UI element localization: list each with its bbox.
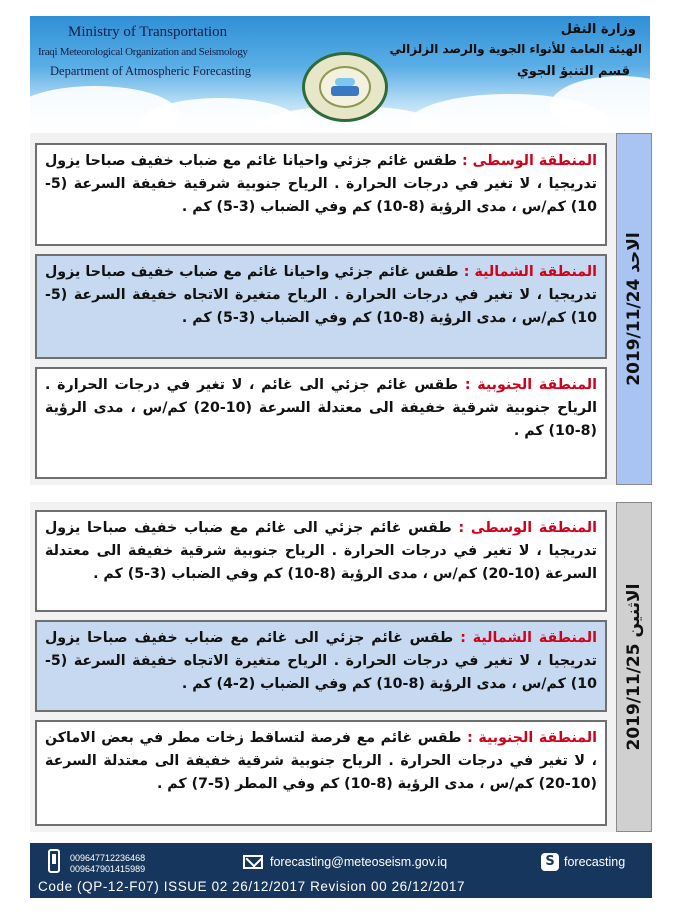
day-date-label: الاحد 2019/11/24	[624, 232, 644, 386]
day-label-bar	[616, 133, 652, 485]
region-name: المنطقة الوسطى :	[458, 520, 597, 536]
region-forecast-central	[35, 143, 607, 246]
document-code-line: Code (QP-12-F07) ISSUE 02 26/12/2017 Revision 00 26/12/2017	[38, 879, 466, 894]
email-link[interactable]: forecasting@meteoseism.gov.iq	[270, 855, 448, 869]
region-forecast-south	[35, 720, 607, 826]
phone-number: 009647901415989	[70, 864, 146, 874]
day-label-bar	[616, 502, 652, 832]
header-banner	[30, 16, 650, 128]
region-name: المنطقة الجنوبية :	[467, 730, 597, 746]
region-forecast-north	[35, 254, 607, 359]
ministry-name-en: Ministry of Transportation	[68, 24, 228, 40]
region-forecast-text: طقس غائم جزئي الى غائم ، لا تغير في درجات الحرارة . الرياح جنوبية شرقية خفيفة الى معتدلة السرعة (10-20) كم/س ، مدى الرؤية (8-10) كم .	[45, 377, 597, 439]
department-name-en: Department of Atmospheric Forecasting	[50, 64, 251, 78]
region-forecast-text: طقس غائم جزئي واحيانا غائم مع ضباب خفيف صباحا يزول تدريجيا ، لا تغير في درجات الحرارة . الرياح متغيرة الاتجاه خفيفة السرعة (5-10) كم/س ، مدى الرؤية (8-10) كم وفي الضباب (3-5) كم .	[45, 264, 597, 326]
skype-icon: S	[541, 853, 559, 871]
phone-icon	[48, 849, 60, 873]
day-date-label: الاثنين 2019/11/25	[624, 583, 644, 751]
ministry-name-ar: وزارة النقل	[560, 22, 636, 37]
day-forecast-group	[30, 133, 652, 485]
skype-handle[interactable]: forecasting	[564, 855, 626, 869]
organization-name-ar: الهيئة العامة للأنواء الجوية والرصد الزلزالي	[389, 42, 642, 56]
region-forecast-central	[35, 510, 607, 612]
organization-name-en: Iraqi Meteorological Organization and Seismology	[38, 46, 248, 58]
region-forecast-text: طقس غائم جزئي واحيانا غائم مع ضباب خفيف صباحا يزول تدريجيا ، لا تغير في درجات الحرارة . الرياح جنوبية شرقية خفيفة السرعة (5-10) كم/س ، مدى الرؤية (8-10) كم وفي الضباب (3-5) كم .	[45, 153, 597, 215]
region-forecast-text: طقس غائم جزئي الى غائم مع ضباب خفيف صباحا يزول تدريجيا ، لا تغير في درجات الحرارة . الرياح متغيرة الاتجاه خفيفة السرعة (5-10) كم/س ، مدى الرؤية (8-10) كم وفي الضباب (2-4) كم .	[45, 630, 597, 692]
region-forecast-text: طقس غائم مع فرصة لتساقط زخات مطر في بعض الاماكن ، لا تغير في درجات الحرارة . الرياح جنوبية شرقية خفيفة الى معتدلة السرعة (10-20) كم/س ، مدى الرؤية (8-10) كم وفي المطر (5-7) كم .	[45, 730, 597, 792]
region-name: المنطقة الشمالية :	[463, 264, 597, 280]
day-forecast-group	[30, 502, 652, 832]
region-forecast-north	[35, 620, 607, 712]
region-name: المنطقة الشمالية :	[460, 630, 597, 646]
contact-footer	[30, 843, 652, 898]
department-name-ar: قسم التنبؤ الجوي	[516, 64, 630, 79]
region-forecast-south	[35, 367, 607, 479]
region-name: المنطقة الجنوبية :	[464, 377, 597, 393]
region-name: المنطقة الوسطى :	[462, 153, 597, 169]
region-forecast-text: طقس غائم جزئي الى غائم مع ضباب خفيف صباحا يزول تدريجيا ، لا تغير في درجات الحرارة . الرياح جنوبية شرقية خفيفة الى معتدلة السرعة (10-20) كم/س ، مدى الرؤية (8-10) كم وفي الضباب (3-5) كم .	[45, 520, 597, 582]
mail-icon	[243, 855, 263, 869]
phone-numbers	[70, 853, 145, 875]
phone-number: 009647712236468	[70, 853, 146, 863]
organization-logo	[302, 52, 388, 122]
